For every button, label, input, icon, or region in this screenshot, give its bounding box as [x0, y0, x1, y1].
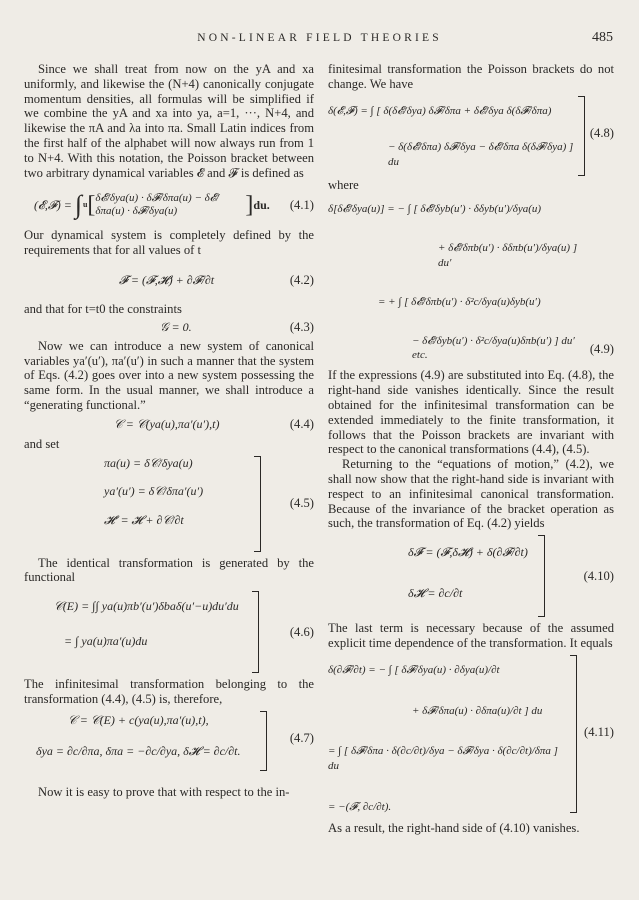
paragraph: The infinitesimal transformation belonging to the transformation (4.4), (4.5) is, therefore,: [24, 677, 314, 706]
paragraph: Returning to the “equations of motion,” (4.2), we shall now show that the right-hand side is invariant with respect to an infinitesimal canonical transformation. Because of the invariance of the bracket operation as such, the transformation of Eq. (4.2) yields: [328, 457, 614, 531]
right-brace: [254, 456, 261, 552]
equation-4-6: [24, 585, 314, 677]
equation-4-10: [328, 531, 614, 621]
equation-number: (4.10): [583, 569, 614, 584]
paragraph: Our dynamical system is completely defined by the requirements that for all values of t: [24, 228, 314, 258]
eq-line: = ∫ [ δ𝓕/δπa · δ(∂c/∂t)/δya − δ𝓕/δya · δ(∂c/∂t)/δπa ] du: [328, 745, 558, 773]
eq-body: δ𝓔/δya(u) · δ𝓕/δπa(u) − δ𝓔/δπa(u) · δ𝓕/δya(u): [95, 192, 220, 218]
eq-line: 𝒞 = 𝒞(E) + c(ya(u),πa′(u),t),: [68, 712, 209, 727]
paragraph: and set: [24, 436, 60, 451]
equation-4-9: [328, 192, 614, 368]
eq-line: = −(𝓕, ∂c/∂t).: [328, 800, 392, 813]
equation-number: (4.6): [289, 625, 314, 640]
eq-line: δ(∂𝓕/∂t) = − ∫ [ δ𝓕/δya(u) · ∂δya(u)/∂t: [328, 663, 500, 676]
eq-line: δ[δ𝓔/δya(u)] = − ∫ [ δ𝓔/δyb(u′) · δδyb(u′)/δya(u): [328, 203, 542, 216]
equation-number: (4.2): [289, 272, 314, 287]
paragraph: The identical transformation is generated by the functional: [24, 555, 314, 585]
equation-number: (4.5): [289, 495, 314, 510]
equation-4-4: [24, 413, 314, 437]
eq-body: 𝒞 = 𝒞(ya(u),πa′(u′),t): [114, 417, 220, 432]
equation-4-11: [328, 651, 614, 817]
page-header: [0, 30, 639, 50]
right-column: [328, 62, 614, 836]
paragraph: and that for t=t0 the constraints: [24, 301, 182, 316]
eq-line: δya = ∂c/∂πa, δπa = −∂c/∂ya, δ𝓗 = ∂c/∂t.: [36, 743, 241, 758]
equation-number: (4.1): [289, 197, 314, 212]
eq-line: − δ(δ𝓔/δπa) δ𝓕/δya − δ𝓔/δπa δ(δ𝓕/δya) ] du: [388, 141, 574, 169]
eq-line: 𝒞(E) = ∫∫ ya(u)πb′(u′)δbaδ(u′−u)du′du: [54, 599, 239, 614]
eq-line: πa(u) = δ𝒞/δya(u): [104, 455, 193, 470]
equation-4-2: [24, 258, 314, 302]
left-bracket: [: [87, 192, 96, 219]
equation-4-7: [24, 707, 314, 773]
page-number: 485: [592, 30, 613, 45]
paragraph: If the expressions (4.9) are substituted into Eq. (4.8), the right-hand side vanishes identically. Since the result obtained for the infinitesimal transformation can be extended immediately to the finite transformation, it follows that the Poisson brackets are invariant with respect to the canonical transformations (4.4), (4.5).: [328, 368, 614, 457]
right-bracket: ]: [245, 192, 254, 219]
equation-4-5: [24, 452, 314, 556]
eq-line: δ(𝓔,𝓕) = ∫ [ δ(δ𝓔/δya) δ𝓕/δπa + δ𝓔/δya δ(δ𝓕/δπa): [328, 104, 552, 117]
paragraph: As a result, the right-hand side of (4.10) vanishes.: [328, 820, 580, 835]
right-brace: [570, 655, 577, 813]
eq-line: = + ∫ [ δ𝓔/δπb(u′) · δ²c/δya(u)δyb(u′): [378, 295, 541, 308]
paragraph: where: [328, 177, 359, 192]
eq-line: = ∫ ya(u)πa′(u)du: [64, 633, 148, 648]
paragraph: Now we can introduce a new system of canonical variables ya′(u′), πa′(u′) in such a manner that the system of Eqs. (4.2) goes over into a new system possessing the same form. In the usual manner, we shall introduce a “generating functional.”: [24, 338, 314, 412]
eq-body: 𝒢 = 0.: [160, 320, 192, 335]
equation-4-3: [24, 317, 314, 339]
eq-line: − δ𝓔/δyb(u′) · δ²c/δya(u)δπb(u′) ] du′ etc.: [412, 334, 575, 362]
paragraph: Now it is easy to prove that with respect to the in-: [38, 784, 290, 799]
left-column: [24, 62, 314, 800]
eq-lhs: (𝓔,𝓕) =: [34, 197, 72, 212]
right-brace: [578, 96, 585, 176]
integral-sign: ∫: [74, 190, 82, 220]
paragraph: finitesimal transformation the Poisson brackets do not change. We have: [328, 62, 614, 91]
equation-number: (4.3): [289, 320, 314, 335]
equation-number: (4.8): [589, 125, 614, 140]
equation-4-1: [24, 182, 314, 228]
eq-line: + δ𝓔/δπb(u′) · δδπb(u′)/δya(u) ] du′: [438, 242, 578, 269]
eq-line: δ𝓗 = ∂c/∂t: [408, 585, 463, 600]
running-head: NON-LINEAR FIELD THEORIES: [197, 32, 442, 44]
right-brace: [260, 711, 267, 771]
equation-number: (4.4): [289, 417, 314, 432]
paragraph: Since we shall treat from now on the yA and xa uniformly, and likewise the (N+4) canonically conjugate momentum densities, all formulas will be simplified if we combine the yA and xa into ya, a=1, ···, N+4, and likewise the πA and λa into πa. Small Latin indices from the first half of the alphabet will now always run from 1 to N+4. With this notation, the Poisson bracket between two arbitrary dynamical variables 𝓔 and 𝓕 is defined as: [24, 62, 314, 180]
eq-line: δ𝓕̇ = (𝓕,δ𝓗) + δ(∂𝓕/∂t): [408, 545, 528, 560]
equation-4-8: [328, 92, 614, 178]
paragraph: The last term is necessary because of the assumed explicit time dependence of the transformation. It equals: [328, 621, 614, 650]
right-brace: [252, 591, 259, 673]
eq-line: + δ𝓕/δπa(u) · ∂δπa(u)/∂t ] du: [412, 704, 543, 717]
right-brace: [538, 535, 545, 617]
integral-subscript: u: [82, 199, 88, 209]
equation-number: (4.7): [289, 730, 314, 745]
eq-line: 𝓗′ = 𝓗 + ∂𝒞/∂t: [104, 513, 184, 528]
eq-du: du.: [253, 197, 270, 212]
eq-line: ya′(u′) = δ𝒞/δπa′(u′): [104, 484, 204, 499]
equation-number: (4.9): [589, 342, 614, 357]
equation-number: (4.11): [584, 724, 614, 739]
eq-body: 𝓕̇ = (𝓕,𝓗) + ∂𝓕/∂t: [119, 272, 215, 287]
